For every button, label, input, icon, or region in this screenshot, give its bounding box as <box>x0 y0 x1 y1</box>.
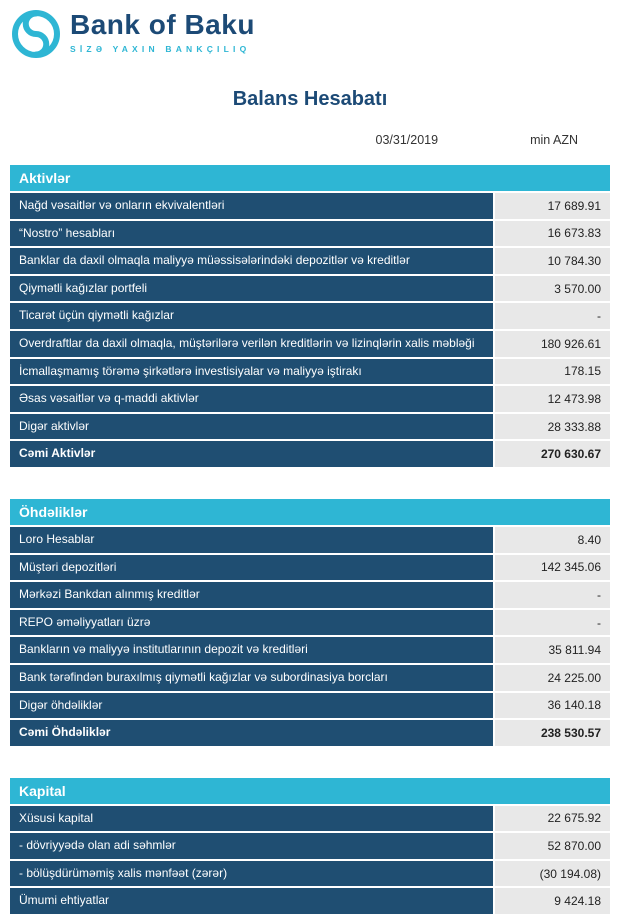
table-row <box>10 610 610 636</box>
row-label: - bölüşdürüməmiş xalis mənfəət (zərər) <box>10 861 493 887</box>
report-section <box>10 778 610 914</box>
row-label: Müştəri depozitləri <box>10 555 493 581</box>
row-value: 17 689.91 <box>495 193 610 219</box>
table-row <box>10 582 610 608</box>
row-label: Overdraftlar da daxil olmaqla, müştərilərə verilən kreditlərin və lizinqlərin xalis məbləği <box>10 331 493 357</box>
report-meta <box>0 133 620 147</box>
row-value: 16 673.83 <box>495 221 610 247</box>
table-row <box>10 861 610 887</box>
table-row <box>10 386 610 412</box>
row-label: Loro Hesablar <box>10 527 493 553</box>
report-sections <box>0 165 620 914</box>
bank-header <box>0 0 620 60</box>
section-title: Aktivlər <box>19 170 71 186</box>
table-row <box>10 693 610 719</box>
row-label: Mərkəzi Bankdan alınmış kreditlər <box>10 582 493 608</box>
table-row <box>10 414 610 440</box>
section-header <box>10 778 610 804</box>
row-value: 52 870.00 <box>495 833 610 859</box>
section-body <box>10 806 610 914</box>
row-value: - <box>495 582 610 608</box>
row-label: Cəmi Öhdəliklər <box>10 720 493 746</box>
row-value: 238 530.57 <box>495 720 610 746</box>
section-body <box>10 193 610 467</box>
table-row <box>10 441 610 467</box>
row-label: Xüsusi kapital <box>10 806 493 832</box>
row-value: 9 424.18 <box>495 888 610 914</box>
row-label: Ticarət üçün qiymətli kağızlar <box>10 303 493 329</box>
table-row <box>10 637 610 663</box>
row-label: - dövriyyədə olan adi səhmlər <box>10 833 493 859</box>
table-row <box>10 359 610 385</box>
bank-tagline: SİZƏ YAXIN BANKÇILIQ <box>70 44 251 55</box>
row-value: - <box>495 303 610 329</box>
table-row <box>10 221 610 247</box>
row-value: 270 630.67 <box>495 441 610 467</box>
table-row <box>10 555 610 581</box>
row-label: Ümumi ehtiyatlar <box>10 888 493 914</box>
row-value: 36 140.18 <box>495 693 610 719</box>
section-body <box>10 527 610 746</box>
row-value: 142 345.06 <box>495 555 610 581</box>
section-header <box>10 165 610 191</box>
table-row <box>10 331 610 357</box>
row-value: 178.15 <box>495 359 610 385</box>
section-header <box>10 499 610 525</box>
row-label: Digər öhdəliklər <box>10 693 493 719</box>
row-value: 12 473.98 <box>495 386 610 412</box>
row-label: Bank tərəfindən buraxılmış qiymətli kağızlar və subordinasiya borcları <box>10 665 493 691</box>
row-label: İcmallaşmamış törəmə şirkətlərə investisiyalar və maliyyə iştirakı <box>10 359 493 385</box>
table-row <box>10 193 610 219</box>
table-row <box>10 248 610 274</box>
bank-name: Bank of Baku <box>70 9 255 40</box>
row-value: 3 570.00 <box>495 276 610 302</box>
row-value: 35 811.94 <box>495 637 610 663</box>
row-value: 10 784.30 <box>495 248 610 274</box>
section-title: Öhdəliklər <box>19 503 88 520</box>
row-label: Bankların və maliyyə institutlarının depozit və kreditləri <box>10 637 493 663</box>
row-label: “Nostro” hesabları <box>10 221 493 247</box>
table-row <box>10 276 610 302</box>
row-label: REPO əməliyyatları üzrə <box>10 610 493 636</box>
row-label: Nağd vəsaitlər və onların ekvivalentləri <box>10 193 493 219</box>
row-value: (30 194.08) <box>495 861 610 887</box>
row-value: 8.40 <box>495 527 610 553</box>
table-row <box>10 888 610 914</box>
page-title: Balans Hesabatı <box>232 88 388 110</box>
report-section <box>10 165 610 467</box>
row-label: Qiymətli kağızlar portfeli <box>10 276 493 302</box>
bank-of-baku-logo-icon <box>10 8 62 60</box>
table-row <box>10 665 610 691</box>
report-section <box>10 499 610 746</box>
table-row <box>10 806 610 832</box>
row-label: Banklar da daxil olmaqla maliyyə müəssisələrindəki depozitlər və kreditlər <box>10 248 493 274</box>
bank-brand <box>70 8 255 54</box>
row-label: Əsas vəsaitlər və q-maddi aktivlər <box>10 386 493 412</box>
table-row <box>10 527 610 553</box>
row-value: 22 675.92 <box>495 806 610 832</box>
row-value: 24 225.00 <box>495 665 610 691</box>
row-label: Cəmi Aktivlər <box>10 441 493 467</box>
section-title: Kapital <box>19 782 66 799</box>
row-value: 180 926.61 <box>495 331 610 357</box>
table-row <box>10 833 610 859</box>
report-date: 03/31/2019 <box>375 133 439 147</box>
row-value: - <box>495 610 610 636</box>
table-row <box>10 303 610 329</box>
row-value: 28 333.88 <box>495 414 610 440</box>
currency-unit: min AZN <box>530 133 578 147</box>
row-label: Digər aktivlər <box>10 414 493 440</box>
table-row <box>10 720 610 746</box>
